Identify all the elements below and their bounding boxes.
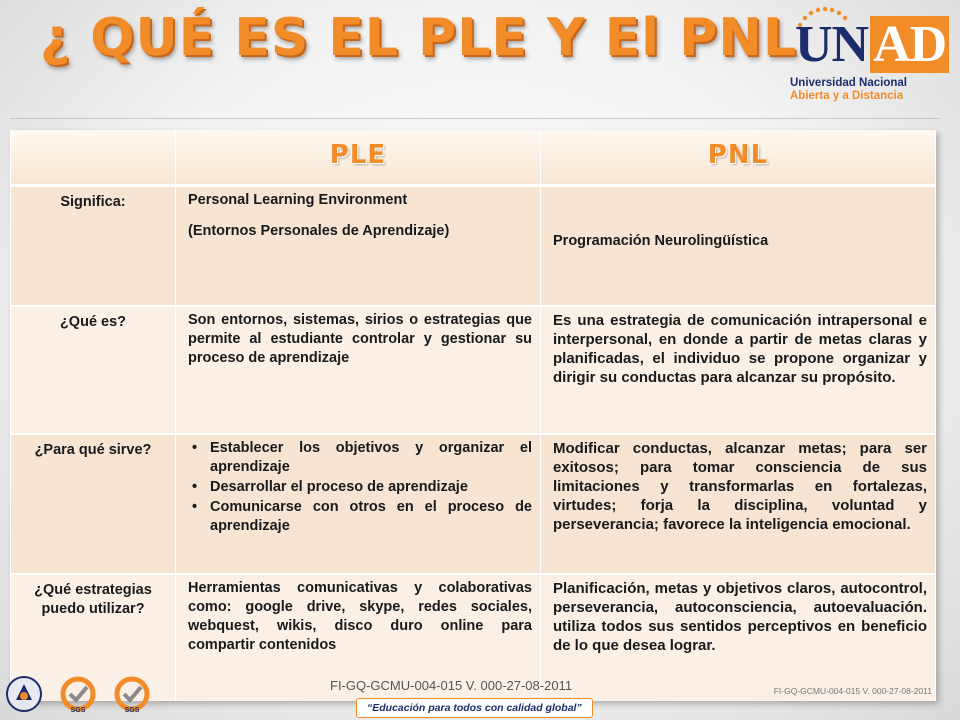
sgs-label: SGS	[124, 707, 140, 714]
title-divider	[10, 118, 940, 119]
logo-institution-name: Universidad Nacional Abierta y a Distancia	[790, 77, 907, 102]
pnl-cell: Modificar conductas, alcanzar metas; para ser exitosos; para tomar consciencia de sus limitaciones y transformarlas en fortalezas, virtudes; forja la disciplina, voluntad y perseverancia; favorece la inteligencia emocional.	[541, 434, 936, 574]
document-code: FI-GQ-GCMU-004-015 V. 000-27-08-2011	[330, 678, 573, 693]
row-label: ¿Qué es?	[11, 306, 176, 434]
slide-title: ¿ QUÉ ES EL PLE Y El PNL	[40, 8, 798, 68]
pnl-cell: Planificación, metas y objetivos claros, autocontrol, perseverancia, autoconsciencia, autoevaluación. utiliza todos sus sentidos perceptivos en beneficio de lo que desea lograr.	[541, 574, 936, 701]
ple-cell: Herramientas comunicativas y colaborativas como: google drive, skype, redes sociales, webquest, wikis, disco duro online para compartir contenidos	[176, 574, 541, 701]
sgs-label: SGS	[70, 707, 86, 714]
crest-icon	[4, 674, 44, 714]
sgs-certification-icon	[58, 674, 98, 714]
table-row	[11, 306, 936, 434]
header-empty-cell	[11, 130, 176, 186]
ple-cell: Son entornos, sistemas, sirios o estrategias que permite al estudiante controlar y gestionar su proceso de aprendizaje	[176, 306, 541, 434]
header-ple: PLE	[176, 130, 541, 186]
logo-wordmark: UNAD	[795, 19, 949, 71]
header-pnl: PNL	[541, 130, 936, 186]
unad-logo	[790, 5, 947, 105]
table-header-row	[11, 130, 936, 186]
row-label: ¿Qué estrategias puedo utilizar?	[11, 574, 176, 701]
table-row	[11, 186, 936, 307]
list-item: • Establecer los objetivos y organizar el aprendizaje	[192, 440, 532, 475]
list-item: • Desarrollar el proceso de aprendizaje	[192, 479, 468, 495]
list-item: • Comunicarse con otros en el proceso de aprendizaje	[192, 499, 532, 534]
sgs-certification-icon	[112, 674, 152, 714]
pnl-cell: Es una estrategia de comunicación intrapersonal e interpersonal, en donde a partir de metas claras y planificadas, el individuo se propone organizar y dirigir su conductas para alcanzar su propósito.	[541, 306, 936, 434]
slogan-badge: “Educación para todos con calidad global”	[356, 698, 593, 718]
ple-cell	[176, 434, 541, 574]
pnl-cell: Programación Neurolingüística	[541, 186, 936, 307]
table-row	[11, 434, 936, 574]
row-label: ¿Para qué sirve?	[11, 434, 176, 574]
comparison-table	[10, 130, 936, 701]
row-label: Significa:	[11, 186, 176, 307]
document-code-small: FI-GQ-GCMU-004-015 V. 000-27-08-2011	[773, 686, 932, 696]
ple-cell: Personal Learning Environment (Entornos Personales de Aprendizaje)	[176, 186, 541, 307]
